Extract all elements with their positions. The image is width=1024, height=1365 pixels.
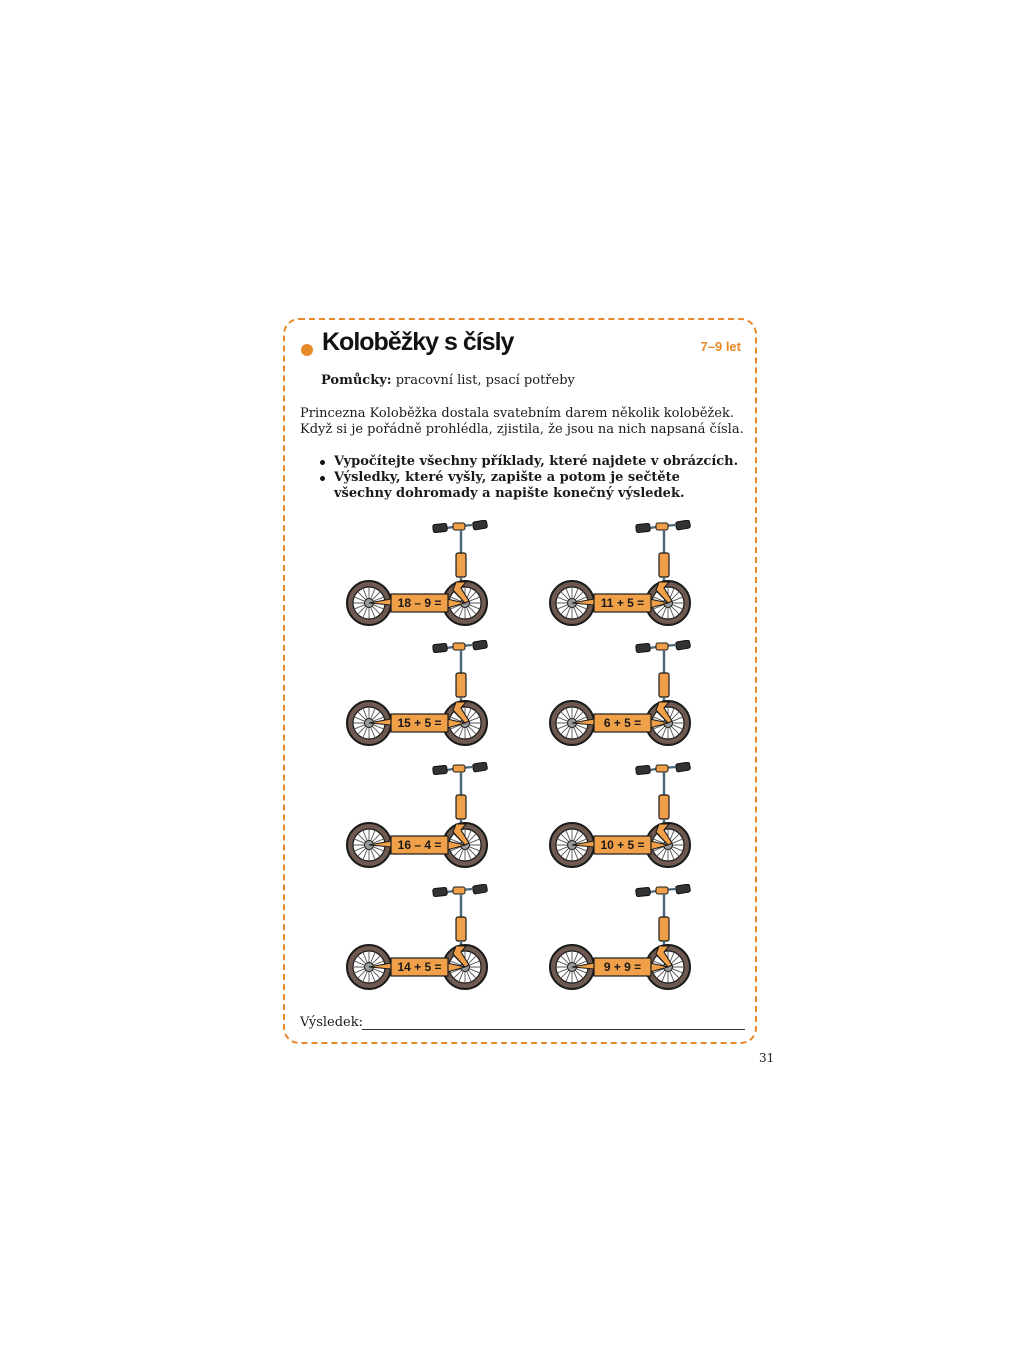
scooter-icon xyxy=(345,884,495,994)
scooter-card xyxy=(548,762,698,872)
scooter-expression: 6 + 5 = xyxy=(603,716,642,730)
scooter-card xyxy=(345,520,495,630)
scooter-card xyxy=(548,640,698,750)
age-badge: 7–9 let xyxy=(700,339,741,354)
scooter-expression: 14 + 5 = xyxy=(397,960,442,974)
task-list xyxy=(319,454,739,502)
bullet-icon xyxy=(320,476,325,481)
scooter-expression: 11 + 5 = xyxy=(600,596,645,610)
page-number: 31 xyxy=(759,1051,775,1065)
result-answer-line[interactable] xyxy=(362,1029,745,1030)
page-title: Koloběžky s čísly xyxy=(322,328,514,356)
scooter-expression: 18 – 9 = xyxy=(397,596,442,610)
scooter-card xyxy=(345,884,495,994)
bullet-icon xyxy=(320,460,325,465)
scooter-expression: 10 + 5 = xyxy=(600,838,645,852)
scooter-icon xyxy=(345,520,495,630)
scooter-expression: 15 + 5 = xyxy=(397,716,442,730)
scooter-icon xyxy=(345,640,495,750)
task-item xyxy=(319,470,739,502)
aids-line xyxy=(321,373,575,388)
task-text: Výsledky, které vyšly, zapište a potom je sečtěte všechny dohromady a napište konečný výsledek. xyxy=(334,470,685,501)
task-text: Vypočítejte všechny příklady, které najdete v obrázcích. xyxy=(334,454,739,469)
scooter-expression: 9 + 9 = xyxy=(603,960,642,974)
result-row xyxy=(300,1013,745,1033)
bullet-dot-icon xyxy=(301,344,313,356)
scooter-card xyxy=(548,520,698,630)
title-row xyxy=(301,328,741,368)
scooter-card xyxy=(345,640,495,750)
activity-card xyxy=(283,318,757,1044)
result-label: Výsledek: xyxy=(300,1015,364,1030)
scooter-icon xyxy=(548,520,698,630)
scooter-expression: 16 – 4 = xyxy=(397,838,442,852)
intro-text xyxy=(300,406,750,438)
task-item xyxy=(319,454,739,470)
aids-value: pracovní list, psací potřeby xyxy=(391,373,575,388)
intro-line: Princezna Koloběžka dostala svatebním darem několik koloběžek. xyxy=(300,406,734,421)
scooter-icon xyxy=(548,762,698,872)
scooter-icon xyxy=(548,640,698,750)
scooter-icon xyxy=(345,762,495,872)
aids-label: Pomůcky: xyxy=(321,373,392,388)
scooter-icon xyxy=(548,884,698,994)
scooter-card xyxy=(548,884,698,994)
intro-line: Když si je pořádně prohlédla, zjistila, že jsou na nich napsaná čísla. xyxy=(300,422,744,437)
scooter-card xyxy=(345,762,495,872)
